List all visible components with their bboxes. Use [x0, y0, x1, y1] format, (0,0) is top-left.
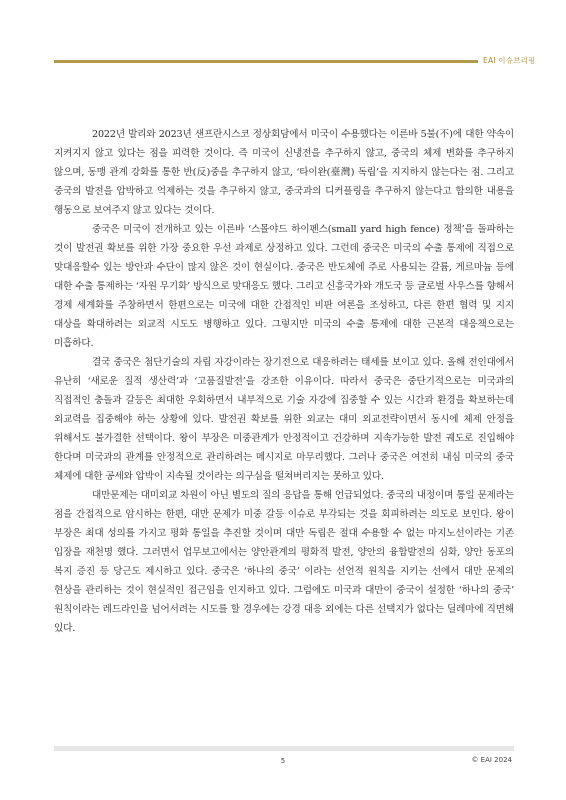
paragraph: 대만문제는 대미외교 차원이 아닌 별도의 질의 응답을 통해 언급되었다. 중국의 내정이며 통일 문제라는 점을 간접적으로 암시하는 한편, 대만 문제가 미중 갈등 이슈로 부각되는 것을 회피하려는 의도로 보인다. 왕이 부장은 최대 성의를 가지고 평화 통일을 추진할 것이며 대만 독립은 절대 수용할 수 없는 마지노선이라는 기존 입장을 재천명 했다. 그러면서 업무보고에서는 양안관계의 평화적 발전, 양안의 융합발전의 심화, 양안 동포의 복지 증진 등 당근도 제시하고 있다. 중국은 ‘하나의 중국’ 이라는 선언적 원칙을 지키는 선에서 대만 문제의 현상을 관리하는 것이 현실적인 접근임을 인지하고 있다. 그럼에도 미국과 대만이 중국이 설정한 ‘하나의 중국’ 원칙이라는 레드라인을 넘어서려는 시도를 할 경우에는 강경 대응 외에는 다른 선택지가 없다는 딜레마에 직면해 있다.	[54, 490, 514, 634]
paragraph: 중국은 미국이 전개하고 있는 이른바 ‘스몰야드 하이펜스(small yard high fence) 정책’을 돌파하는 것이 발전권 확보를 위한 가장 중요한 우선 과제로 상정하고 있다. 그런데 중국은 미국의 수출 통제에 직접으로 맞대응할수 있는 방안과 수단이 많지 않은 것이 현실이다. 중국은 반도체에 주로 사용되는 갈륨, 게르마늄 등에 대한 수출 통제하는 ‘자원 무기화’ 방식으로 맞대응도 했다. 그리고 신흥국가와 개도국 등 글로벌 사우스를 향해서 경제 세계화를 주창하면서 한편으로는 미국에 대한 간접적인 비판 여론을 조성하고, 다른 한편 협력 및 지지 대상을 확대하려는 외교적 시도도 병행하고 있다. 그렇지만 미국의 수출 통제에 대한 근본적 대응책으로는 미흡하다.	[54, 224, 514, 349]
paragraph: 결국 중국은 첨단기술의 자립 자강이라는 장기전으로 대응하려는 태세를 보이고 있다. 올해 전인대에서 유난히 ‘새로운 질적 생산력’과 ‘고품질발전’을 강조한 이유이다. 따라서 중국은 중단기적으로는 미국과의 직접적인 충돌과 갈등은 최대한 우회하면서 내부적으로 기술 자강에 집중할 수 있는 시간과 환경을 확보하는데 외교력을 집중해야 하는 상황에 있다. 발전권 확보를 위한 외교는 대미 외교전략이면서 동시에 체제 안정을 위해서도 불가결한 선택이다. 왕이 부장은 미중관계가 안정적이고 건강하며 지속가능한 발전 궤도로 진입해야 한다며 미국과의 관계를 안정적으로 관리하려는 메시지로 마무리했다. 그러나 중국은 여전히 내심 미국의 중국 체제에 대한 공세와 압박이 지속될 것이라는 의구심을 떨쳐버리지는 못하고 있다.	[54, 357, 514, 482]
document-body	[54, 125, 514, 638]
header-rule	[54, 60, 478, 63]
paragraph: 2022년 발리와 2023년 샌프란시스코 정상회담에서 미국이 수용했다는 이른바 5불(不)에 대한 약속이 지켜지지 않고 있다는 점을 피력한 것이다. 즉 미국이 신냉전을 추구하지 않고, 중국의 체제 변화를 추구하지 않으며, 동맹 관계 강화를 통한 반(反)중을 추구하지 않고, ‘타이완(臺灣) 독립’을 지지하지 않는다는 점. 그리고 중국의 발전을 압박하고 억제하는 것을 추구하지 않고, 중국과의 디커플링을 추구하지 않는다고 합의한 내용을 행동으로 보여주지 않고 있다는 것이다.	[54, 129, 514, 216]
header-label: EAI 이슈브리핑	[483, 56, 536, 65]
footer-rule	[54, 746, 514, 751]
page-number: 5	[280, 757, 286, 765]
copyright: © EAI 2024	[471, 756, 512, 764]
